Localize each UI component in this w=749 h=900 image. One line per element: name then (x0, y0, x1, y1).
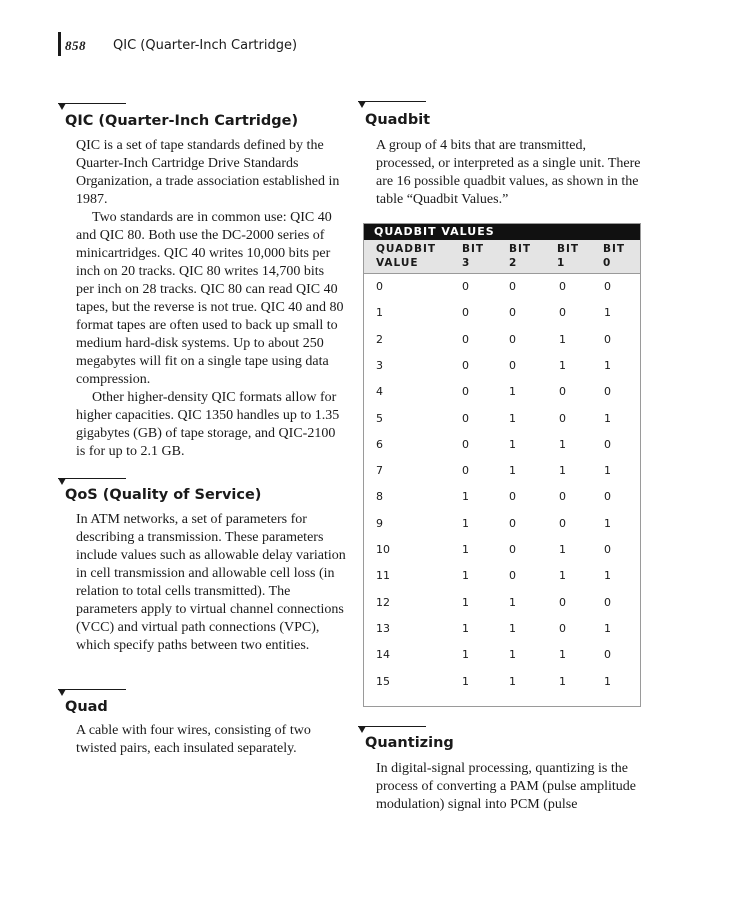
cell-bit-1: 0 (559, 490, 566, 504)
cell-bit-1: 1 (559, 648, 566, 662)
cell-quadbit-value: 1 (376, 306, 383, 320)
table-row (364, 385, 640, 411)
cell-bit-3: 1 (462, 543, 469, 556)
table-row (364, 490, 640, 516)
cell-quadbit-value: 12 (376, 595, 390, 609)
cell-bit-2: 0 (509, 358, 516, 372)
cell-bit-1: 0 (559, 411, 566, 425)
cell-bit-2: 0 (509, 490, 516, 504)
column-header-bit-2: BIT 2 (509, 243, 532, 269)
cell-quadbit-value: 0 (376, 280, 383, 293)
cell-bit-1: 0 (559, 385, 566, 399)
cell-bit-0: 0 (604, 543, 611, 556)
cell-bit-1: 1 (559, 674, 566, 688)
paragraph: A cable with four wires, consisting of two twisted pairs, each insulated separately. (76, 723, 311, 756)
cell-bit-0: 1 (604, 358, 611, 372)
cell-bit-2: 0 (509, 569, 516, 583)
table-row (364, 596, 640, 622)
cell-bit-3: 0 (462, 332, 469, 346)
cell-bit-3: 0 (462, 358, 469, 372)
cell-bit-3: 1 (462, 490, 469, 504)
cell-bit-0: 0 (604, 490, 611, 504)
entry-title-quantizing: Quantizing (365, 735, 454, 751)
entry-body-quantizing (376, 760, 646, 814)
cell-quadbit-value: 5 (376, 411, 383, 425)
cell-bit-1: 0 (559, 595, 566, 609)
cell-bit-1: 1 (559, 543, 566, 556)
cell-bit-2: 0 (509, 543, 516, 556)
cell-bit-1: 1 (559, 437, 566, 451)
table-header-row (364, 240, 640, 274)
cell-quadbit-value: 8 (376, 490, 383, 504)
column-header-bit-0: BIT 0 (603, 243, 626, 269)
cell-quadbit-value: 10 (376, 543, 390, 556)
entry-body-quadbit (376, 137, 642, 209)
entry-title-qos: QoS (Quality of Service) (65, 487, 262, 503)
entry-body-qos (76, 511, 348, 655)
cell-quadbit-value: 14 (376, 648, 390, 662)
cell-bit-1: 1 (559, 464, 566, 478)
table-row (364, 306, 640, 332)
cell-bit-0: 1 (604, 411, 611, 425)
cell-quadbit-value: 13 (376, 621, 390, 635)
cell-bit-2: 1 (509, 411, 516, 425)
cell-bit-0: 0 (604, 437, 611, 451)
cell-bit-0: 0 (604, 595, 611, 609)
table-row (364, 543, 640, 569)
paragraph: A group of 4 bits that are transmitted, processed, or interpreted as a single unit. There are 16 possible quadbit values, as shown in the table “Quadbit Values.” (376, 138, 641, 207)
triangle-marker-icon (358, 101, 366, 108)
cell-bit-0: 0 (604, 648, 611, 662)
triangle-marker-icon (358, 726, 366, 733)
cell-bit-3: 0 (462, 464, 469, 478)
cell-bit-1: 1 (559, 332, 566, 346)
cell-bit-0: 1 (604, 569, 611, 583)
cell-bit-2: 0 (509, 306, 516, 320)
entry-body-qic (76, 137, 344, 461)
table-row (364, 412, 640, 438)
cell-bit-3: 0 (462, 411, 469, 425)
cell-bit-3: 1 (462, 516, 469, 530)
cell-quadbit-value: 4 (376, 385, 383, 399)
cell-quadbit-value: 15 (376, 674, 390, 688)
cell-bit-0: 1 (604, 464, 611, 478)
cell-bit-2: 1 (509, 648, 516, 662)
cell-bit-1: 1 (559, 569, 566, 583)
cell-bit-3: 0 (462, 306, 469, 320)
cell-bit-2: 1 (509, 674, 516, 688)
table-row (364, 280, 640, 306)
cell-bit-0: 1 (604, 306, 611, 320)
table-row (364, 622, 640, 648)
entry-body-quad (76, 722, 338, 758)
paragraph: Other higher-density QIC formats allow for higher capacities. QIC 1350 handles up to 1.35 gigabytes (GB) of tape storage, and QIC-2100 is for up to 2.1 GB. (76, 390, 340, 459)
cell-bit-3: 1 (462, 648, 469, 662)
cell-quadbit-value: 6 (376, 437, 383, 451)
cell-bit-0: 0 (604, 385, 611, 399)
cell-bit-3: 1 (462, 595, 469, 609)
cell-quadbit-value: 3 (376, 358, 383, 372)
cell-bit-3: 1 (462, 674, 469, 688)
cell-bit-2: 1 (509, 437, 516, 451)
cell-bit-3: 0 (462, 280, 469, 293)
cell-bit-3: 0 (462, 437, 469, 451)
cell-bit-2: 0 (509, 516, 516, 530)
quadbit-values-table (363, 223, 641, 707)
triangle-marker-icon (58, 689, 66, 696)
paragraph: Two standards are in common use: QIC 40 and QIC 80. Both use the DC-2000 series of minicartridges. QIC 40 writes 10,000 bits per inch on 20 tracks. QIC 80 writes 14,700 bits per inch on 28 tracks. QIC 80 can read QIC 40 tapes, but the reverse is not true. QIC 40 and 80 format tapes are often used to back up small to medium hard-disk systems. Up to about 250 megabytes will fit on a single tape using data compression. (76, 210, 344, 387)
page-number: 858 (65, 38, 86, 53)
cell-bit-1: 0 (559, 280, 566, 293)
paragraph: QIC is a set of tape standards defined by the Quarter-Inch Cartridge Drive Standards Organization, a trade association established in 1987. (76, 138, 340, 207)
column-header-bit-1: BIT 1 (557, 243, 580, 269)
cell-bit-2: 1 (509, 385, 516, 399)
column-header-bit-3: BIT 3 (462, 243, 485, 269)
entry-title-quad: Quad (65, 699, 108, 715)
entry-title-qic: QIC (Quarter-Inch Cartridge) (65, 113, 299, 129)
cell-bit-0: 1 (604, 516, 611, 530)
running-title: QIC (Quarter-Inch Cartridge) (113, 38, 298, 53)
cell-quadbit-value: 11 (376, 569, 390, 583)
table-row (364, 438, 640, 464)
paragraph: In ATM networks, a set of parameters for describing a transmission. These parameters include values such as allowable delay variation in cell transmission and allowable cell loss (in relation to total cells transmitted). The parameters apply to virtual channel connections (VCC) and virtual path connections (VPC), which specify paths between two entities. (76, 512, 346, 653)
table-caption: QUADBIT VALUES (364, 224, 640, 240)
cell-bit-3: 0 (462, 385, 469, 399)
table-row (364, 359, 640, 385)
cell-bit-1: 1 (559, 358, 566, 372)
cell-bit-0: 0 (604, 280, 611, 293)
paragraph: In digital-signal processing, quantizing is the process of converting a PAM (pulse amplitude modulation) signal into PCM (pulse (376, 761, 636, 812)
cell-bit-2: 0 (509, 332, 516, 346)
cell-bit-1: 0 (559, 621, 566, 635)
cell-quadbit-value: 7 (376, 464, 383, 478)
cell-bit-2: 0 (509, 280, 516, 293)
cell-bit-3: 1 (462, 621, 469, 635)
cell-bit-1: 0 (559, 516, 566, 530)
table-row (364, 517, 640, 543)
cell-bit-3: 1 (462, 569, 469, 583)
header-rule (58, 32, 61, 56)
triangle-marker-icon (58, 103, 66, 110)
table-row (364, 675, 640, 701)
cell-bit-0: 0 (604, 332, 611, 346)
triangle-marker-icon (58, 478, 66, 485)
table-row (364, 464, 640, 490)
cell-bit-0: 1 (604, 674, 611, 688)
table-row (364, 333, 640, 359)
cell-quadbit-value: 2 (376, 332, 383, 346)
column-header-quadbit-value: QUADBIT VALUE (376, 243, 437, 269)
cell-bit-2: 1 (509, 464, 516, 478)
table-row (364, 648, 640, 674)
cell-bit-0: 1 (604, 621, 611, 635)
table-row (364, 569, 640, 595)
cell-bit-1: 0 (559, 306, 566, 320)
cell-quadbit-value: 9 (376, 516, 383, 530)
entry-title-quadbit: Quadbit (365, 112, 431, 128)
cell-bit-2: 1 (509, 595, 516, 609)
cell-bit-2: 1 (509, 621, 516, 635)
